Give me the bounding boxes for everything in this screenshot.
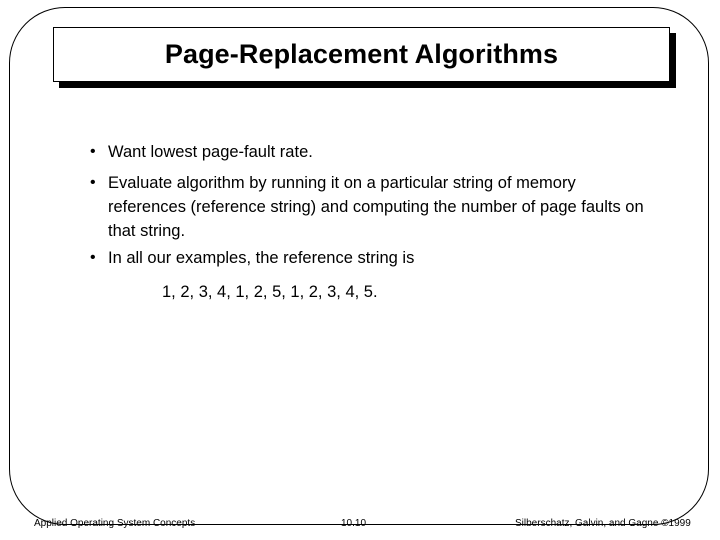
title-box <box>53 27 670 82</box>
bullet-text-1: Want lowest page-fault rate. <box>108 143 313 161</box>
slide-title: Page-Replacement Algorithms <box>164 39 559 69</box>
bullet-marker-2: • <box>90 174 96 191</box>
bullet-text-3: In all our examples, the reference string is <box>108 249 415 267</box>
footer-right: Silberschatz, Galvin, and Gagne ©1999 <box>515 518 691 529</box>
bullet-text-2: Evaluate algorithm by running it on a particular string of memory references (reference string) and computing the number of page faults on that string. <box>108 174 644 240</box>
footer-page-number: 10.10 <box>341 518 367 529</box>
reference-string: 1, 2, 3, 4, 1, 2, 5, 1, 2, 3, 4, 5. <box>162 283 378 301</box>
footer-left: Applied Operating System Concepts <box>34 518 196 529</box>
bullet-marker-1: • <box>90 143 96 160</box>
bullet-marker-3: • <box>90 249 96 266</box>
